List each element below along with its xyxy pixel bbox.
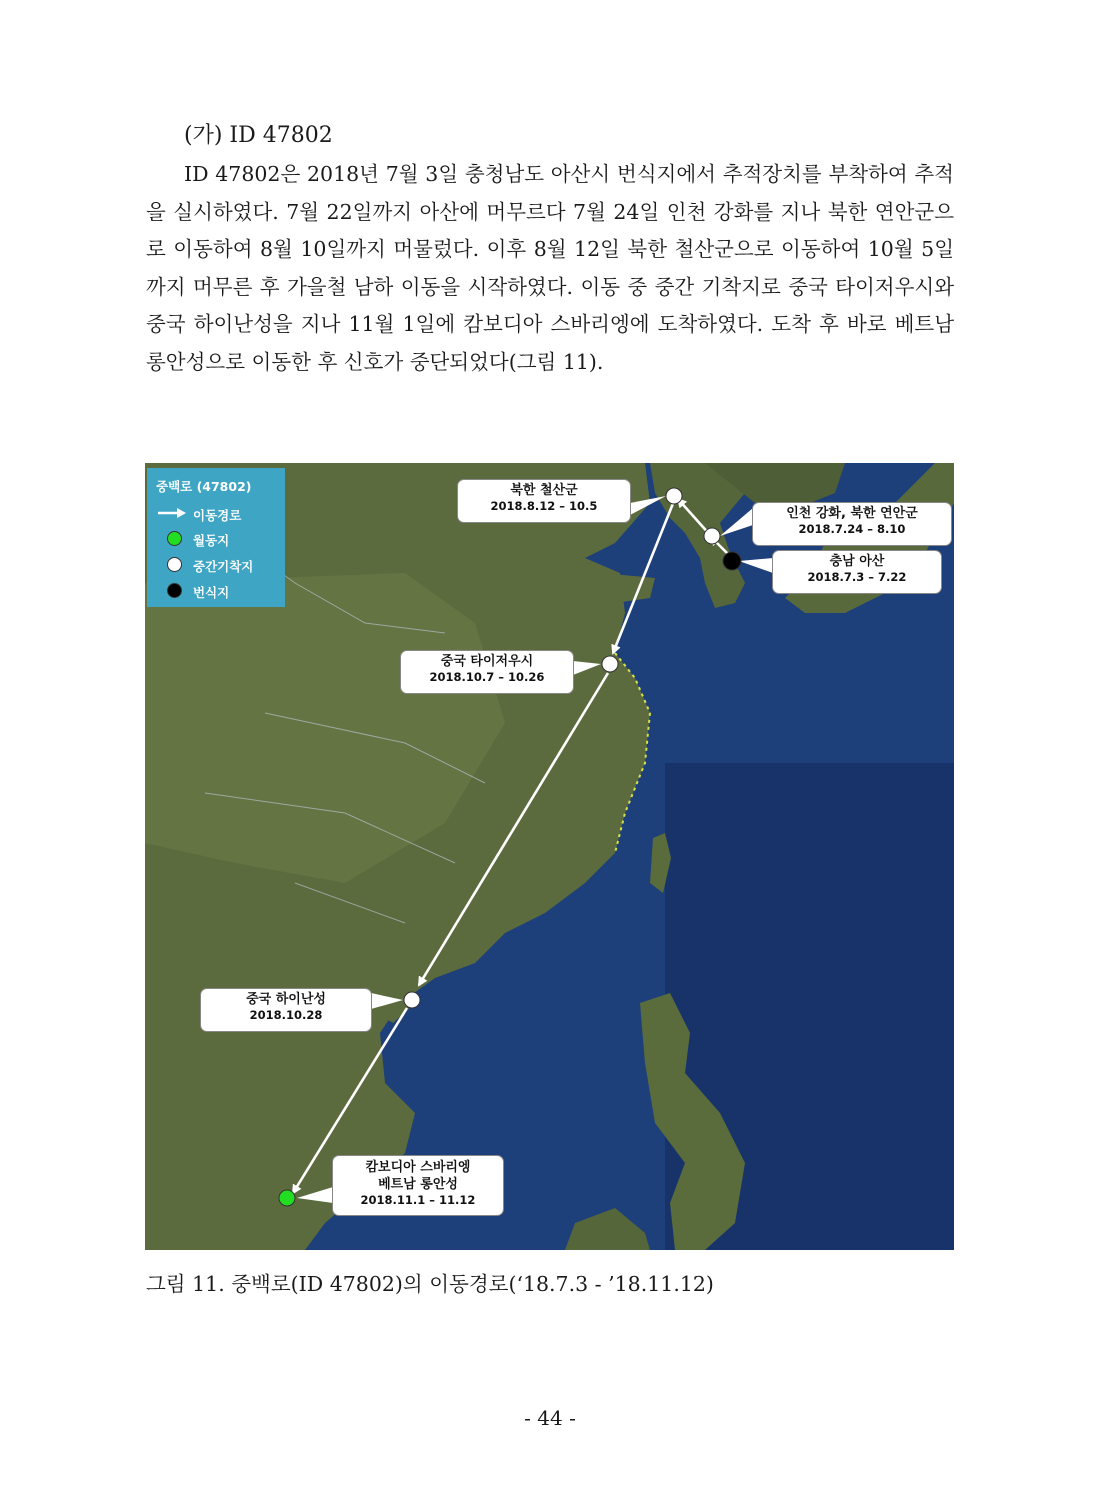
marker-hainan	[404, 992, 420, 1008]
body-paragraph: ID 47802은 2018년 7월 3일 충청남도 아산시 번식지에서 추적장치를 부착하여 추적을 실시하였다. 7월 22일까지 아산에 머무르다 7월 24일 인천 강화를 지나 북한 연안군으로 이동하여 8월 10일까지 머물렀다. 이후 8월 12일 북한 철산군으로 이동하여 10월 5일까지 머무른 후 가을철 남하 이동을 시작하였다. 이동 중 중간 기착지로 중국 타이저우시와 중국 하이난성을 지나 11월 1일에 캄보디아 스바리엥에 도착하였다. 도착 후 바로 베트남 롱안성으로 이동한 후 신호가 중단되었다(그림 11).	[146, 162, 954, 374]
callout-wintering-name1: 캄보디아 스바리엥	[365, 1160, 471, 1175]
legend-title: 중백로 (47802)	[156, 479, 252, 494]
legend-wintering	[153, 528, 283, 548]
arrow-icon	[157, 507, 187, 519]
map-legend	[147, 468, 285, 607]
callout-cheolsan-name: 북한 철산군	[510, 483, 578, 498]
legend-breeding-label: 번식지	[193, 585, 230, 600]
callout-taizhou	[401, 651, 573, 693]
callout-taizhou-date: 2018.10.7 – 10.26	[429, 670, 545, 684]
callout-cheolsan-date: 2018.8.12 – 10.5	[490, 499, 598, 513]
marker-wintering	[279, 1190, 295, 1206]
callout-wintering-date: 2018.11.1 – 11.12	[360, 1193, 476, 1207]
section-heading: (가) ID 47802	[184, 123, 333, 148]
green-dot-icon	[167, 531, 182, 546]
legend-route-label: 이동경로	[193, 508, 242, 523]
callout-hainan-name: 중국 하이난성	[246, 992, 326, 1007]
marker-incheon	[704, 528, 720, 544]
callout-asan-name: 충남 아산	[829, 554, 885, 569]
white-dot-icon	[167, 557, 182, 572]
legend-stopover-label: 중간기착지	[193, 559, 254, 574]
callout-asan	[773, 551, 941, 593]
legend-breeding	[153, 580, 283, 600]
migration-map	[145, 463, 954, 1250]
callout-wintering-name2: 베트남 롱안성	[378, 1177, 458, 1192]
figure-caption: 그림 11. 중백로(ID 47802)의 이동경로(‘18.7.3 - ’18.11.12)	[146, 1272, 714, 1296]
legend-wintering-label: 월동지	[193, 533, 230, 548]
black-dot-icon	[167, 583, 182, 598]
callout-incheon	[753, 503, 951, 545]
marker-cheolsan	[666, 488, 682, 504]
callout-wintering	[333, 1156, 503, 1215]
marker-asan	[723, 552, 741, 570]
callout-incheon-date: 2018.7.24 – 8.10	[798, 522, 906, 536]
page-number: - 44 -	[524, 1406, 576, 1430]
callout-asan-date: 2018.7.3 – 7.22	[807, 570, 907, 584]
legend-stopover	[153, 554, 283, 574]
callout-hainan-date: 2018.10.28	[249, 1008, 323, 1022]
marker-taizhou	[602, 656, 618, 672]
callout-taizhou-name: 중국 타이저우시	[440, 654, 534, 669]
callout-incheon-name: 인천 강화, 북한 연안군	[786, 506, 918, 521]
callout-hainan	[201, 989, 371, 1031]
callout-cheolsan	[458, 480, 630, 522]
legend-route	[153, 503, 283, 523]
